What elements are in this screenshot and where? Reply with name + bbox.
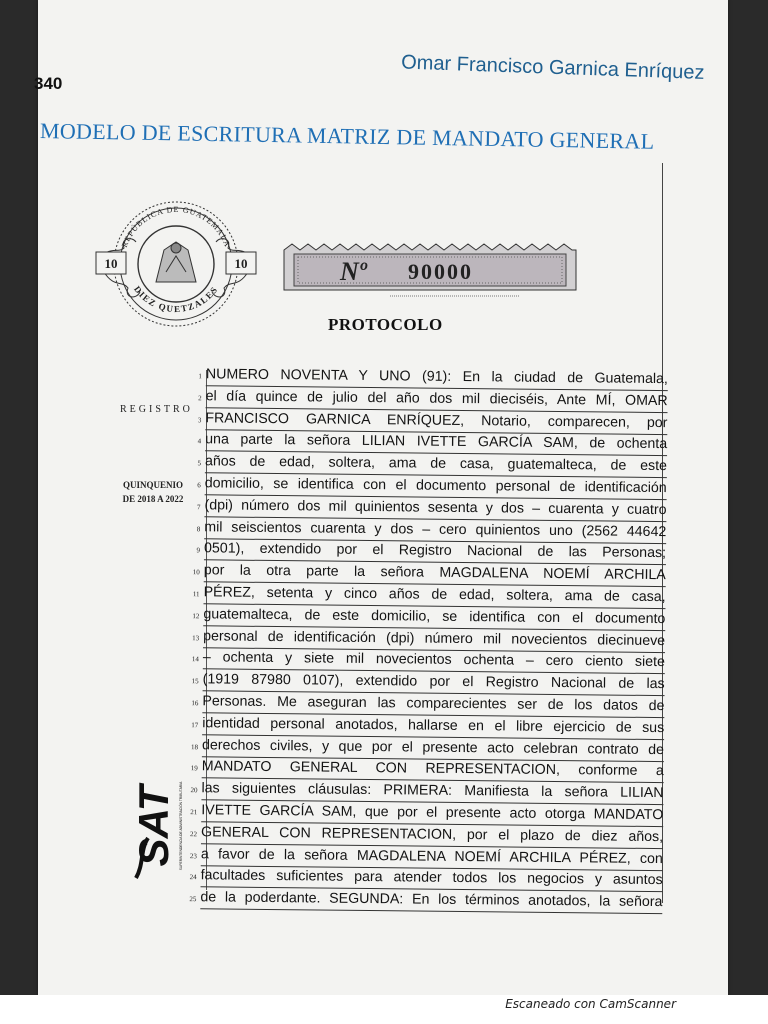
line-text: domicilio, se identifica con el documento personal de identificación <box>205 473 667 500</box>
line-text: (1919 87980 0107), extendido por el Registro Nacional de las <box>203 669 665 696</box>
line-text: MANDATO GENERAL CON REPRESENTACION, conforme a <box>202 757 664 784</box>
line-text: mil seiscientos cuarenta y dos – cero quinientos uno (2562 44642 <box>204 517 666 544</box>
quinquenio-line2: DE 2018 A 2022 <box>122 494 184 504</box>
line-text: una parte la señora LILIAN IVETTE GARCÍA SAM, de ochenta <box>205 430 667 457</box>
line-number: 19 <box>190 764 198 773</box>
line-number: 14 <box>191 655 199 664</box>
line-number: 18 <box>190 742 199 751</box>
seal-arc-top: REPÚBLICA DE GUATEMALA <box>119 204 233 249</box>
line-number: 9 <box>196 546 201 555</box>
line-text: personal de identificación (dpi) número mil novecientos diecinueve <box>203 626 665 653</box>
line-text: años de edad, soltera, ama de casa, guatemalteca, de este <box>205 451 667 478</box>
line-text: el día quince de julio del año dos mil dieciséis, Ante MÍ, OMAR <box>206 386 668 413</box>
svg-text:DIEZ QUETZALES <box>132 284 220 314</box>
protocolo-heading: PROTOCOLO <box>328 315 443 334</box>
line-text: FRANCISCO GARNICA ENRÍQUEZ, Notario, comparecen, por <box>205 408 667 435</box>
camscanner-watermark: Escaneado con CamScanner <box>505 997 676 1011</box>
line-number: 20 <box>190 786 198 795</box>
line-number: 7 <box>196 502 201 512</box>
sat-caption: SUPERINTENDENCIA DE ADMINISTRACIÓN TRIBUTARIA <box>179 781 183 871</box>
line-number: 17 <box>191 720 199 729</box>
line-number: 13 <box>192 633 200 642</box>
line-text: GENERAL CON REPRESENTACION, por el plazo de diez años, <box>201 822 663 849</box>
seal-value-right: 10 <box>234 256 248 271</box>
line-number: 16 <box>191 699 199 708</box>
quinquenio-line1: QUINQUENIO <box>122 480 183 490</box>
line-number: 12 <box>192 611 200 621</box>
scan-footer <box>0 995 768 1024</box>
line-text: de la poderdante. SEGUNDA: En los términos anotados, la señora <box>200 887 662 914</box>
line-number: 5 <box>197 459 202 468</box>
guatemala-seal-icon <box>94 192 258 332</box>
line-number: 15 <box>191 677 199 686</box>
seal-arc-bottom: DIEZ QUETZALES <box>132 284 220 315</box>
stamp-number-label: Nº <box>340 257 367 286</box>
line-number: 25 <box>189 895 197 904</box>
line-number: 21 <box>190 808 198 817</box>
stamp-number: 90000 <box>408 259 473 284</box>
line-text: las siguientes cláusulas: PRIMERA: Manifiesta la señora LILIAN <box>201 778 663 805</box>
protocol-line <box>172 887 662 914</box>
document-page <box>34 0 728 995</box>
line-number: 6 <box>197 481 201 490</box>
line-text: – ochenta y siete mil novecientos ochenta – cero ciento siete <box>203 648 665 675</box>
page-number: 340 <box>34 74 63 93</box>
line-number: 22 <box>190 829 198 838</box>
seal-value-left: 10 <box>104 256 118 271</box>
line-text: IVETTE GARCÍA SAM, que por el presente acto otorga MANDATO <box>201 800 663 827</box>
line-number: 10 <box>192 568 200 577</box>
line-number: 23 <box>189 851 197 860</box>
registro-label: REGISTRO <box>120 404 193 415</box>
line-text: (dpi) número dos mil quinientos sesenta y dos – cuarenta y cuatro <box>204 495 666 522</box>
line-text: por la otra parte la señora MAGDALENA NOEMÍ ARCHILA <box>204 560 666 587</box>
protocol-text <box>172 364 668 914</box>
line-text: 0501), extendido por el Registro Nacional de las Personas; <box>204 539 666 566</box>
stamp-number-box <box>280 242 580 302</box>
line-text: derechos civiles, y que por el presente acto celebran contrato de <box>202 735 664 762</box>
line-number: 8 <box>196 524 201 533</box>
line-number: 11 <box>192 590 200 599</box>
line-number: 1 <box>198 372 202 381</box>
sat-logo-text: SAT <box>130 785 177 867</box>
author-header: Omar Francisco Garnica Enríquez <box>400 51 705 84</box>
line-number: 3 <box>197 415 202 424</box>
line-text: NUMERO NOVENTA Y UNO (91): En la ciudad de Guatemala, <box>206 364 668 391</box>
line-number: 2 <box>198 394 202 403</box>
line-text: guatemalteca, de este domicilio, se identifica con el documento <box>203 604 665 631</box>
line-number: 24 <box>189 873 197 882</box>
line-text: identidad personal anotados, hallarse en el libre ejercicio de sus <box>202 713 664 740</box>
line-text: PÉREZ, setenta y cinco años de edad, soltera, ama de casa, <box>203 582 665 609</box>
section-title: MODELO DE ESCRITURA MATRIZ DE MANDATO GENERAL <box>39 118 655 154</box>
line-text: Personas. Me aseguran las comparecientes ser de los datos de <box>202 691 664 718</box>
line-text: a favor de la señora MAGDALENA NOEMÍ ARCHILA PÉREZ, con <box>201 844 663 871</box>
line-text: facultades suficientes para atender todos los negocios y asuntos <box>201 866 663 893</box>
line-number: 4 <box>197 437 202 446</box>
